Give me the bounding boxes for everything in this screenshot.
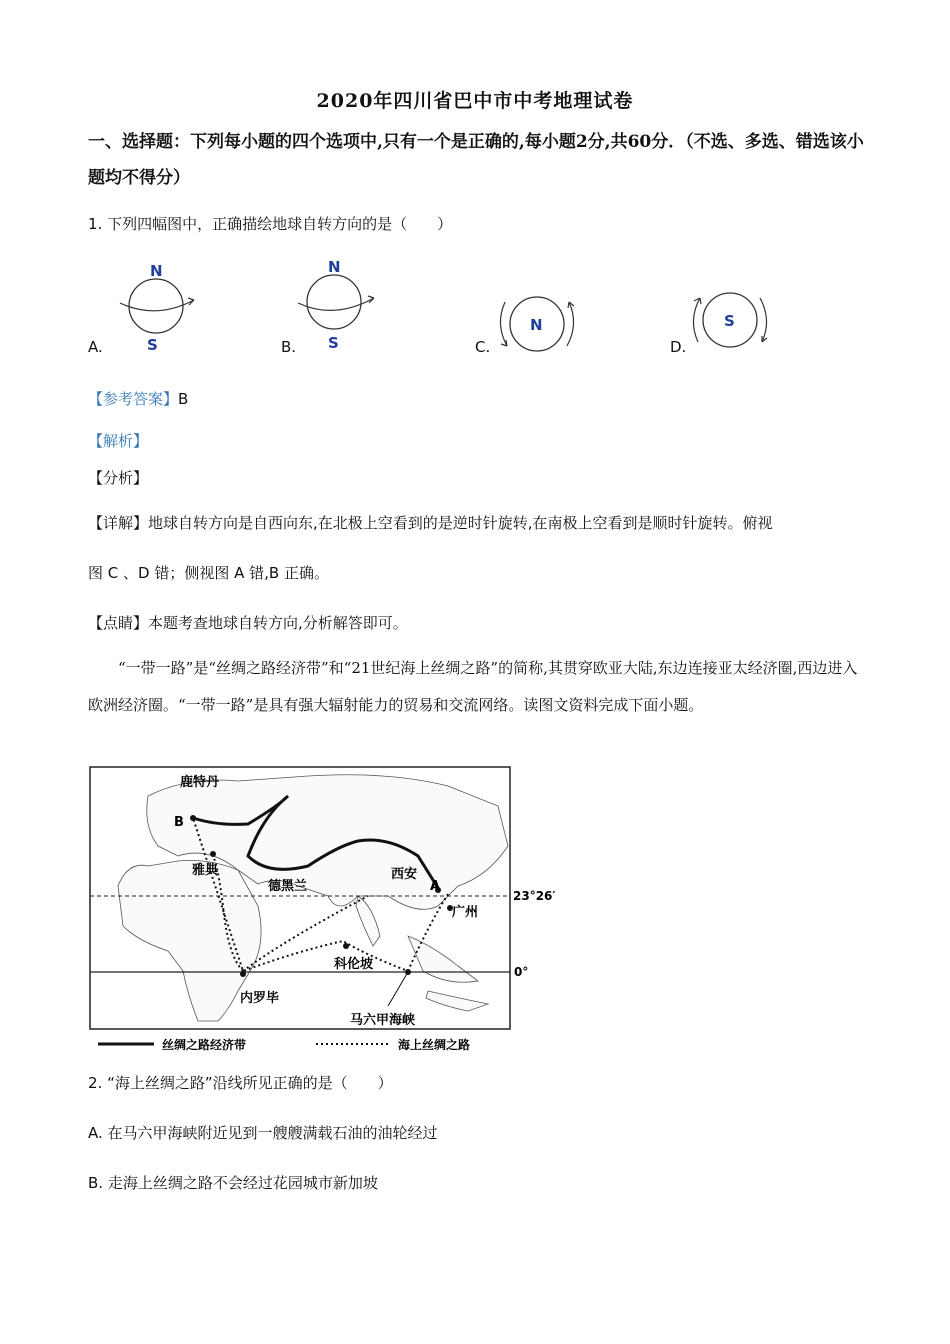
detail-line-2: 图 C 、D 错；侧视图 A 错,B 正确。 (88, 564, 329, 582)
point-nairobi (240, 971, 246, 977)
option-a-north-label: N (150, 262, 163, 280)
dianjing-text: 本题考查地球自转方向,分析解答即可。 (148, 614, 408, 632)
question-2-stem: 2. “海上丝绸之路”沿线所见正确的是（ ） (88, 1074, 393, 1092)
fenxi-tag: 【分析】 (88, 469, 149, 487)
option-a-globe (129, 279, 183, 333)
question-1-stem: 1. 下列四幅图中，正确描绘地球自转方向的是（ ） (88, 215, 453, 233)
answer-line (88, 388, 188, 409)
answer-value: B (178, 390, 189, 408)
option-c-right-arc (567, 302, 574, 346)
option-b-north-label: N (328, 258, 341, 276)
detail-line-1 (88, 512, 773, 533)
question-1-options (88, 258, 868, 363)
option-b-globe-figure (288, 258, 398, 358)
label-malacca: 马六甲海峡 (350, 1013, 416, 1028)
detail-tag: 【详解】 (88, 514, 149, 532)
option-c-left-arc (500, 302, 507, 346)
label-xian: 西安 (391, 867, 418, 882)
point-colombo (343, 943, 349, 949)
point-rotterdam (190, 815, 196, 821)
analysis-tag: 【解析】 (88, 432, 149, 450)
option-d-pole-label: S (724, 312, 735, 330)
option-c-polar-figure (493, 288, 583, 358)
label-athens: 雅典 (192, 863, 219, 878)
option-b-label: B. (281, 338, 297, 356)
legend-land-label: 丝绸之路经济带 (162, 1038, 247, 1052)
label-tehran: 德黑兰 (268, 879, 308, 894)
label-b: B (174, 815, 184, 830)
passage-text: “一带一路”是“丝绸之路经济带”和“21世纪海上丝绸之路”的简称,其贯穿欧亚大陆,东边连接亚太经济圈,西边进入欧洲经济圈。“一带一路”是具有强大辐射能力的贸易和交流网络。读图文资料完成下面小题。 (88, 659, 858, 714)
section-heading: 一、选择题：下列每小题的四个选项中,只有一个是正确的,每小题2分,共60分．（不选、多选、错选该小题均不得分） (88, 132, 864, 188)
label-a: A (430, 879, 441, 894)
option-c-label: C. (475, 338, 491, 356)
label-rotterdam: 鹿特丹 (180, 775, 220, 790)
page-title: 2020年四川省巴中市中考地理试卷 (316, 90, 634, 112)
option-a-label: A. (88, 338, 103, 356)
legend-sea-label: 海上丝绸之路 (398, 1038, 471, 1052)
option-c-pole-label: N (530, 316, 543, 334)
label-nairobi: 内罗毕 (240, 991, 280, 1006)
question-2-option-a: A. 在马六甲海峡附近见到一艘艘满载石油的油轮经过 (88, 1124, 438, 1142)
dianjing-tag: 【点睛】 (88, 614, 149, 632)
label-colombo: 科伦坡 (334, 957, 374, 972)
option-d-left-arc (693, 298, 700, 342)
label-tropic: 23°26′ (513, 889, 556, 903)
dianjing-line (88, 612, 408, 633)
option-b-globe (307, 275, 361, 329)
label-guangzhou: 广州 (452, 905, 479, 920)
option-b-rotation-path (298, 298, 374, 310)
label-equator: 0° (514, 965, 529, 979)
option-a-south-label: S (147, 336, 158, 354)
question-2-option-b: B. 走海上丝绸之路不会经过花园城市新加坡 (88, 1174, 378, 1192)
option-a-globe-figure (102, 258, 212, 358)
detail-text-1: 地球自转方向是自西向东,在北极上空看到的是逆时针旋转,在南极上空看到是顺时针旋转。俯视 (148, 514, 773, 532)
option-d-label: D. (670, 338, 687, 356)
option-b-south-label: S (328, 334, 339, 352)
point-athens (210, 851, 216, 857)
option-d-right-arc (760, 298, 767, 342)
answer-tag: 【参考答案】 (88, 390, 179, 408)
belt-road-map (88, 766, 556, 1054)
option-d-polar-figure (686, 288, 776, 358)
